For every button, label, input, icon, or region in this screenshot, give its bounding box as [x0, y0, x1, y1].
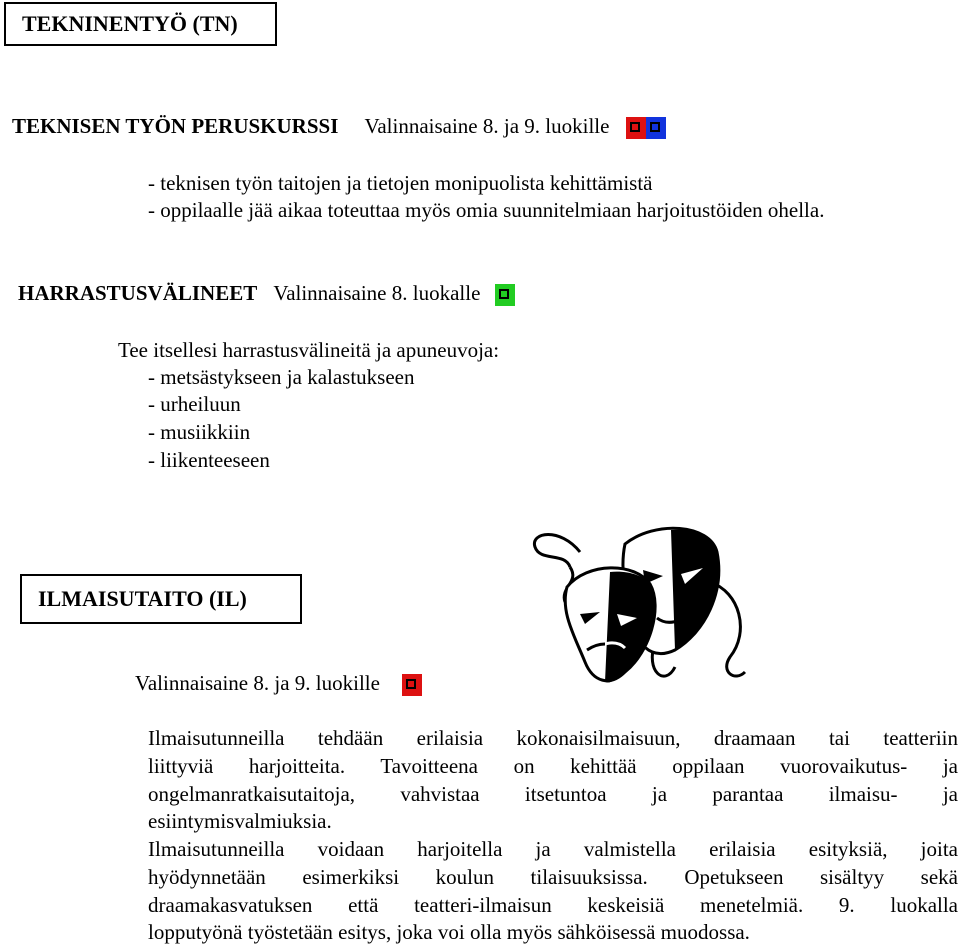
page-title: TEKNINENTYÖ (TN) — [4, 2, 277, 46]
blue-square-icon — [646, 117, 666, 139]
course2-item: - musiikkiin — [148, 420, 251, 444]
paragraph-line: hyödynnetään esimerkiksi koulun tilaisuuksissa. Opetukseen sisältyy sekä — [148, 864, 958, 889]
course2-heading — [18, 279, 515, 307]
course1-bullet: - oppilaalle jää aikaa toteuttaa myös omia suunnitelmiaan harjoitustöiden ohella. — [148, 198, 825, 222]
paragraph-line: Ilmaisutunneilla voidaan harjoitella ja valmistella erilaisia esityksiä, joita — [148, 837, 958, 861]
course1-bullet: - teknisen työn taitojen ja tietojen monipuolista kehittämistä — [148, 171, 653, 195]
green-square-icon — [495, 284, 515, 306]
course1-grade: Valinnaisaine 8. ja 9. luokille — [364, 114, 610, 138]
course1-heading — [12, 112, 666, 140]
course2-item: - urheiluun — [148, 392, 241, 416]
red-square-icon — [626, 117, 646, 139]
course2-intro: Tee itsellesi harrastusvälineitä ja apuneuvoja: — [118, 338, 500, 362]
course2-grade: Valinnaisaine 8. luokalle — [273, 281, 481, 305]
paragraph-line: esiintymisvalmiuksia. — [148, 809, 332, 834]
course3-paragraph-1 — [148, 725, 958, 836]
red-square-icon — [402, 674, 422, 696]
paragraph-line: ongelmanratkaisutaitoja, vahvistaa itsetuntoa ja parantaa ilmaisu- ja — [148, 781, 958, 806]
paragraph-line: liittyviä harjoitteita. Tavoitteena on kehittää oppilaan vuorovaikutus- ja — [148, 753, 958, 778]
course1-title: TEKNISEN TYÖN PERUSKURSSI — [12, 114, 339, 138]
theatre-masks-icon — [525, 522, 760, 692]
course2-item: - metsästykseen ja kalastukseen — [148, 365, 415, 389]
course2-title: HARRASTUSVÄLINEET — [18, 281, 258, 305]
paragraph-line: Ilmaisutunneilla tehdään erilaisia kokonaisilmaisuun, draamaan tai teatteriin — [148, 726, 958, 750]
paragraph-line: draamakasvatuksen että teatteri-ilmaisun keskeisiä menetelmiä. 9. luokalla — [148, 892, 958, 917]
course3-paragraph-2 — [148, 836, 958, 947]
paragraph-line: lopputyönä työstetään esitys, joka voi olla myös sähköisessä muodossa. — [148, 920, 750, 945]
course3-title: ILMAISUTAITO (IL) — [20, 574, 302, 624]
course3-grade: Valinnaisaine 8. ja 9. luokille — [135, 671, 380, 695]
course2-item: - liikenteeseen — [148, 448, 270, 472]
course3-heading — [135, 669, 422, 697]
